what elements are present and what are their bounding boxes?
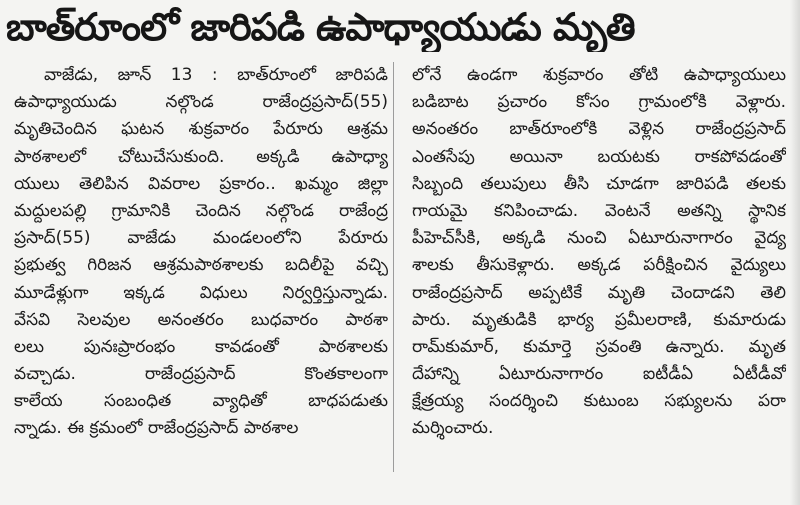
article-text-line: సిబ్బంది తలుపులు తీసి చూడగా జారిపడి తలకు (412, 173, 786, 194)
article-text-line: ఉపాధ్యాయుడు నల్గొండ రాజేంద్రప్రసాద్(55) (14, 92, 388, 113)
page-edge-shadow (790, 0, 800, 505)
article-text-line: పాఠశాలలో చోటుచేసుకుంది. అక్కడి ఉపాధ్యా (14, 146, 388, 167)
article-text-line: మద్దులపల్లి గ్రామానికి చెందిన నల్గొండ రాజేంద్ర (14, 200, 388, 221)
article-text-line: బడిబాట ప్రచారం కోసం గ్రామంలోకి వెళ్లారు. (412, 92, 786, 113)
article-text-line: రామ్‌కుమార్, కుమార్తె స్రవంతి ఉన్నారు. మృత (412, 336, 786, 357)
article-text-line: ప్రభుత్వ గిరిజన ఆశ్రమపాఠశాలకు బదిలీపై వచ్చి (14, 255, 388, 276)
article-text-line: వేసవి సెలవుల అనంతరం బుధవారం పాఠశా (14, 309, 388, 330)
right-column (412, 62, 786, 443)
article-text-line: వాజేడు, జూన్ 13 : బాత్‌రూంలో జారిపడి (44, 65, 388, 85)
article-headline: బాత్‌రూంలో జారిపడి ఉపాధ్యాయుడు మృతి (6, 5, 635, 49)
article-text-line: శాలకు తీసుకెళ్లారు. అక్కడ పరీక్షించిన వైద్యులు (412, 255, 786, 276)
article-text-line: మృతిచెందిన ఘటన శుక్రవారం పేరూరు ఆశ్రమ (14, 119, 388, 140)
article-text-line: పారు. మృతుడికి భార్య ప్రమీలరాణి, కుమారుడు (412, 309, 786, 330)
left-column (14, 62, 388, 443)
article-body (0, 62, 800, 505)
article-text-line: పీహెచ్‌సీకి, అక్కడి నుంచి ఏటూరునాగారం వైద్య (412, 228, 786, 249)
article-text-line: వచ్చాడు. రాజేంద్రప్రసాద్ కొంతకాలంగా (14, 364, 388, 385)
article-text-line: దేహాన్ని ఏటూరునాగారం ఐటీడీఏ ఏటీడీవో (412, 364, 786, 385)
article-text-line: లలు పునఃప్రారంభం కావడంతో పాఠశాలకు (14, 336, 388, 357)
article-text-line: యులు తెలిపిన వివరాల ప్రకారం.. ఖమ్మం జిల్లా (14, 173, 388, 194)
article-text-line: గాయమై కనిపించాడు. వెంటనే అతన్ని స్థానిక (412, 200, 786, 221)
article-text-line: అనంతరం బాత్‌రూంలోకి వెళ్లిన రాజేంద్రప్రసాద్ (412, 119, 786, 140)
article-text-line: ప్రసాద్(55) వాజేడు మండలంలోని పేరూరు (14, 228, 388, 249)
article-text-line: మర్శించారు. (412, 418, 494, 439)
article-text-line: ఎంతసేపు అయినా బయటకు రాకపోవడంతో (412, 146, 786, 167)
article-text-line: క్షేత్రయ్య సందర్శించి కుటుంబ సభ్యులను పరా (412, 391, 786, 412)
article-text-line: రాజేంద్రప్రసాద్ అప్పటికే మృతి చెందాడని తెలి (412, 282, 786, 303)
article-text-line: న్నాడు. ఈ క్రమంలో రాజేంద్రప్రసాద్ పాఠశాల (14, 418, 299, 439)
column-divider (393, 62, 394, 472)
article-text-line: మూడేళ్లుగా ఇక్కడ విధులు నిర్వర్తిస్తున్నాడు. (14, 282, 388, 303)
article-text-line: లోనే ఉండగా శుక్రవారం తోటి ఉపాధ్యాయులు (412, 65, 786, 85)
article-text-line: కాలేయ సంబంధిత వ్యాధితో బాధపడుతు (14, 391, 388, 412)
